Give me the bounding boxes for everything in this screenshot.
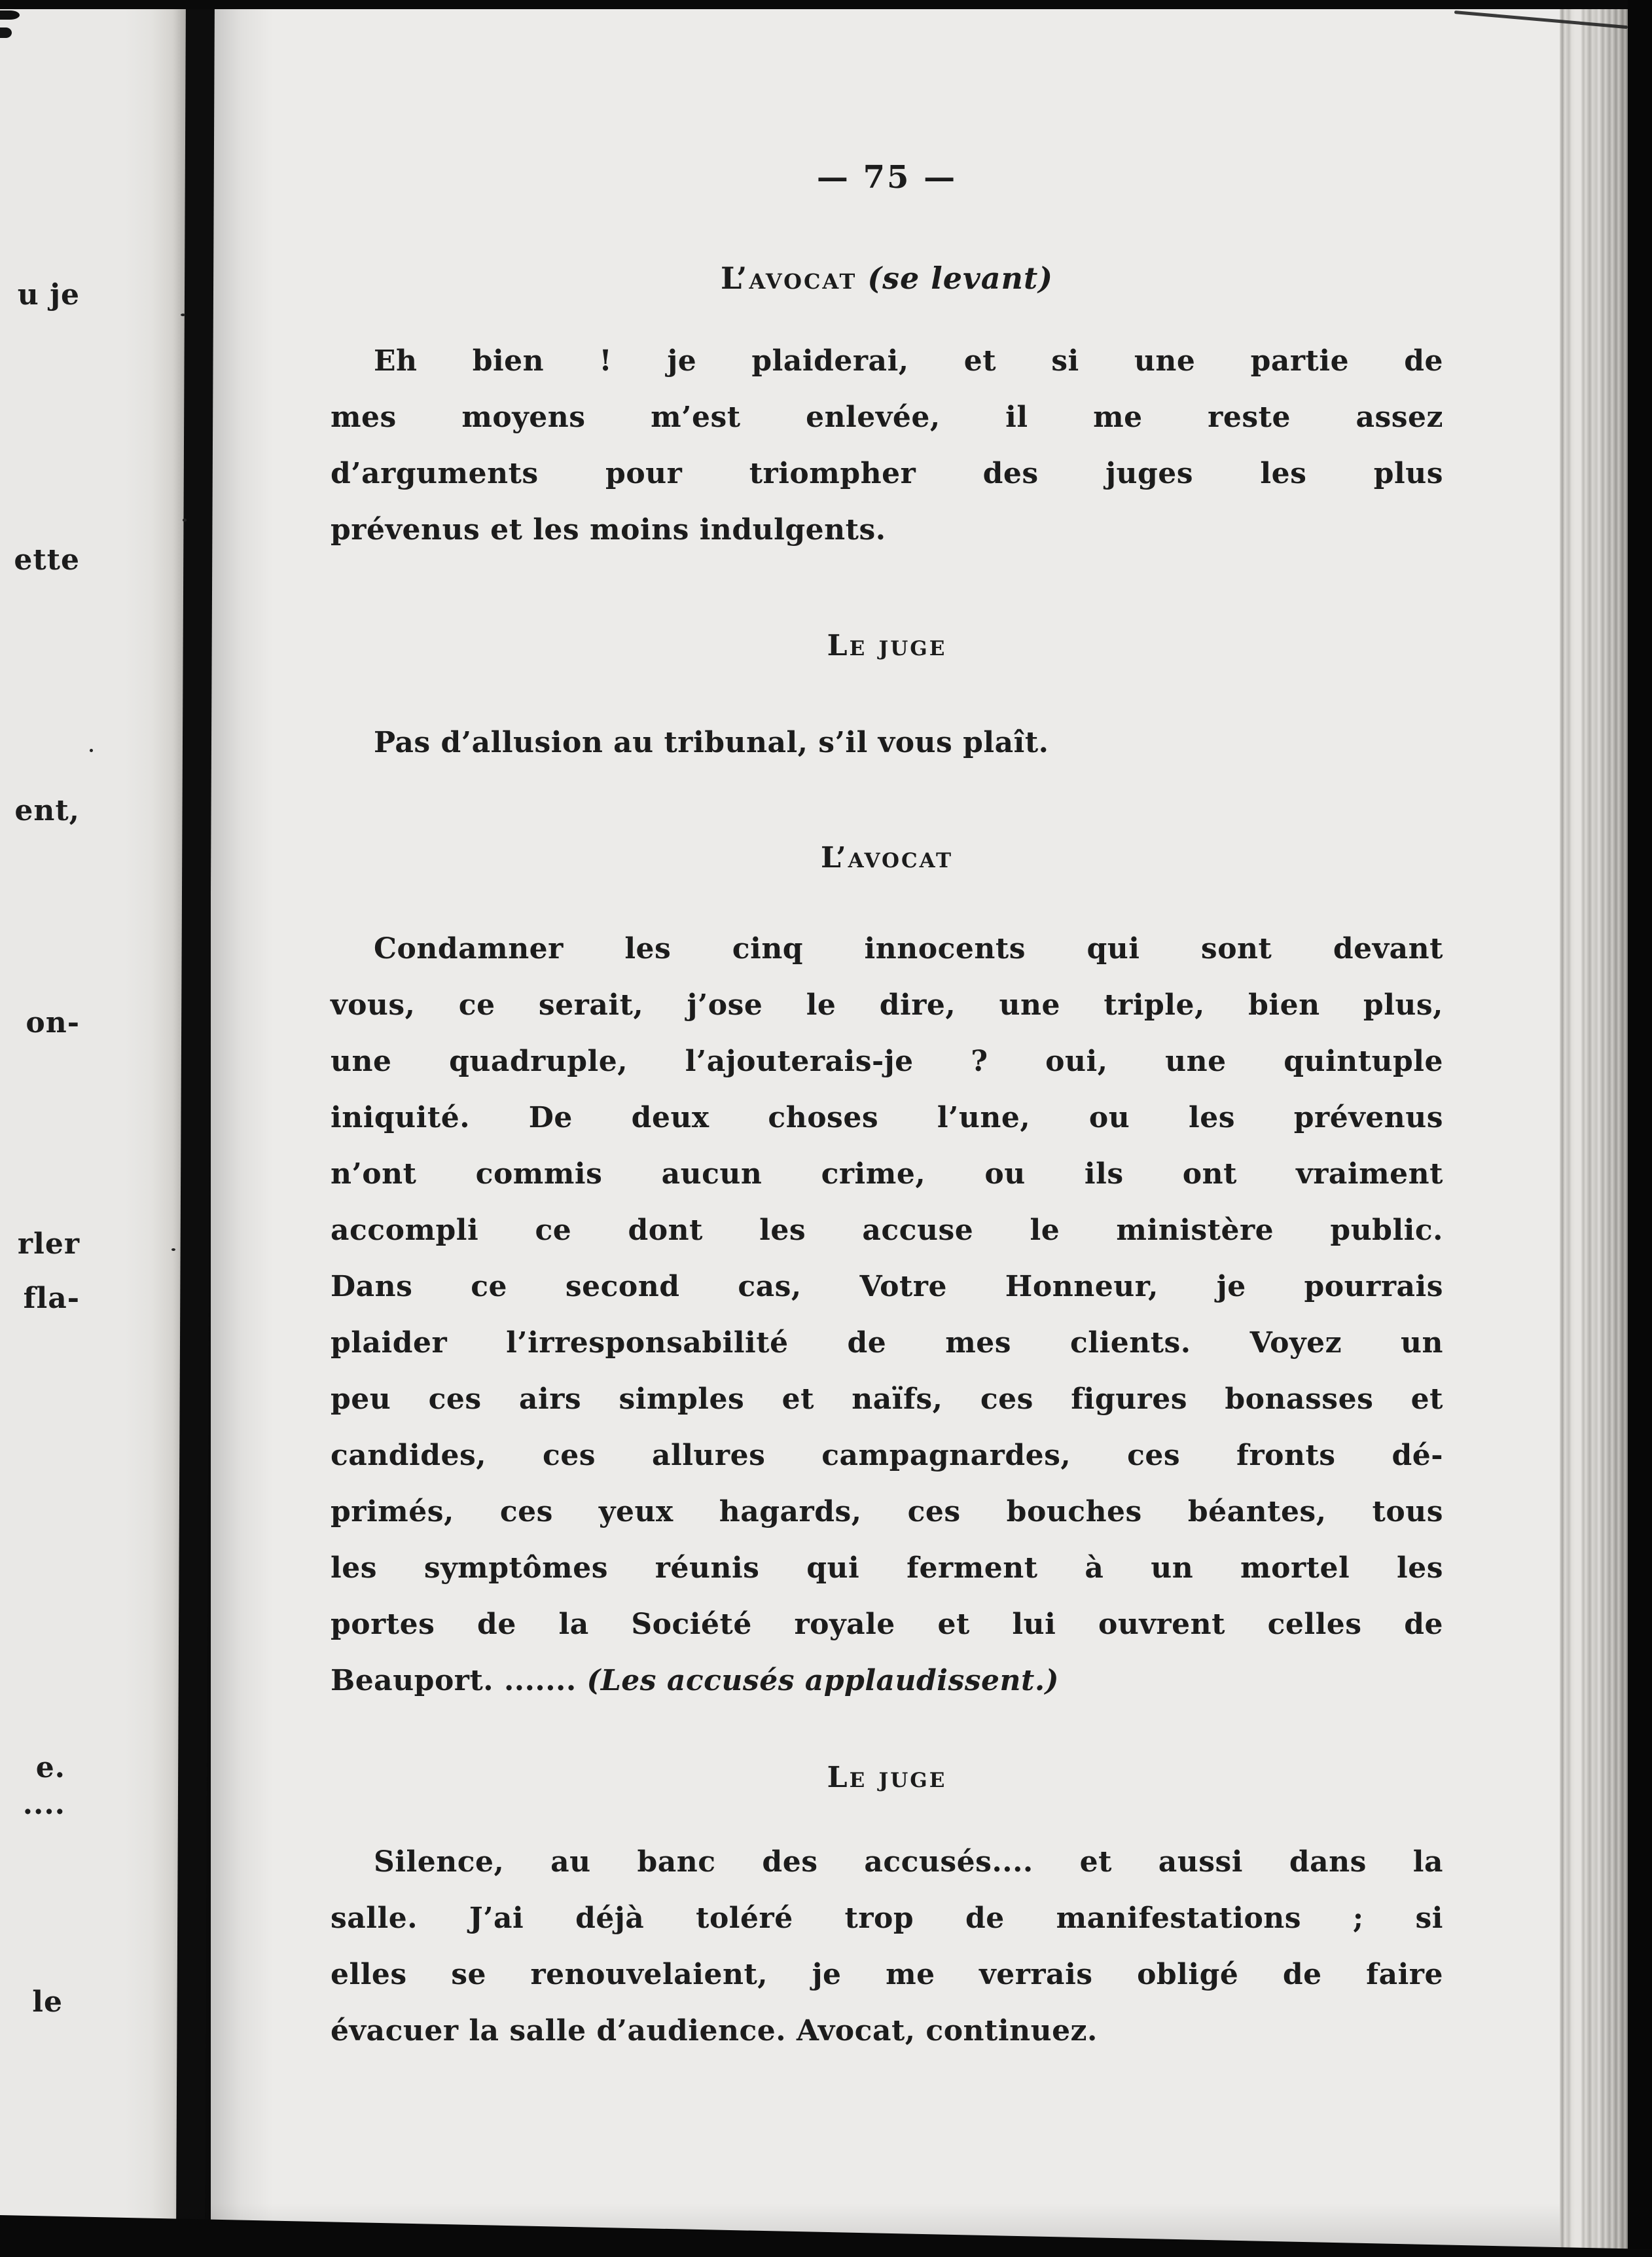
avocat-speech-1: [331, 333, 1443, 558]
text-line: Eh bien ! je plaiderai, et si une partie de: [374, 344, 1443, 378]
speaker-name: Le juge: [827, 1761, 947, 1794]
text-line: plaider l’irresponsabilité de mes clients. Voyez un: [331, 1326, 1443, 1360]
speaker-heading-juge-1: [331, 626, 1443, 666]
page-edge-mark: [0, 27, 12, 38]
left-page-text-fragment: e. ....: [22, 1751, 65, 1821]
text-line: candides, ces allures campagnardes, ces fronts dé-: [331, 1439, 1443, 1472]
speaker-name: Le juge: [827, 629, 947, 662]
left-page-text-fragment: le: [32, 1985, 63, 2019]
text-line: iniquité. De deux choses l’une, ou les prévenus: [331, 1101, 1443, 1134]
ink-speck: [183, 518, 187, 522]
text-line: Pas d’allusion au tribunal, s’il vous plaît.: [374, 726, 1049, 759]
text-line: accompli ce dont les accuse le ministère public.: [331, 1214, 1443, 1247]
stage-direction-inline: (Les accusés applaudissent.): [586, 1664, 1060, 1697]
left-page-text-fragment: on-: [26, 1006, 80, 1039]
text-line: salle. J’ai déjà toléré trop de manifestations ; si: [331, 1902, 1443, 1935]
ink-speck: [181, 314, 185, 316]
text-line: les symptômes réunis qui ferment à un mortel les: [331, 1551, 1443, 1585]
text-line: Condamner les cinq innocents qui sont devant: [374, 932, 1443, 966]
fore-edge-page-stack: [1560, 7, 1628, 2250]
text-line: une quadruple, l’ajouterais-je ? oui, une quintuple: [331, 1045, 1443, 1078]
scan-top-border: [0, 0, 1652, 9]
left-page-text-fragment: fla-: [23, 1282, 80, 1315]
avocat-speech-2: [331, 921, 1443, 1709]
page-edge-mark: [0, 10, 20, 20]
speaker-name: L’avocat: [720, 261, 857, 296]
juge-speech-1: [331, 715, 1443, 771]
text-line: portes de la Société royale et lui ouvrent celles de: [331, 1608, 1443, 1641]
text-line: évacuer la salle d’audience. Avocat, continuez.: [331, 2014, 1098, 2048]
stage-direction: (se levant): [867, 261, 1054, 296]
text-line: mes moyens m’est enlevée, il me reste assez: [331, 401, 1443, 434]
text-line: vous, ce serait, j’ose le dire, une triple, bien plus,: [331, 988, 1443, 1022]
left-page-text-fragment: ette: [14, 543, 80, 577]
text-roman: Beauport. .......: [331, 1664, 587, 1697]
text-line: d’arguments pour triompher des juges les plus: [331, 457, 1443, 490]
left-page-text-fragment: rler: [17, 1227, 80, 1261]
speaker-heading-avocat-levant: [331, 259, 1443, 298]
left-page-text-fragment: u je: [17, 278, 80, 312]
scan-right-border: [1628, 0, 1652, 2257]
ink-speck: [90, 749, 93, 752]
text-line: [331, 1653, 1443, 1709]
text-line: peu ces airs simples et naïfs, ces figures bonasses et: [331, 1382, 1443, 1416]
juge-speech-2: [331, 1834, 1443, 2059]
text-line: Silence, au banc des accusés.... et aussi dans la: [374, 1845, 1443, 1879]
left-page-text-fragment: ent,: [14, 794, 80, 827]
text-line: primés, ces yeux hagards, ces bouches béantes, tous: [331, 1495, 1443, 1528]
speaker-heading-juge-2: [331, 1758, 1443, 1797]
speaker-heading-avocat-2: [331, 839, 1443, 878]
text-line: prévenus et les moins indulgents.: [331, 513, 886, 547]
text-line: elles se renouvelaient, je me verrais obligé de faire: [331, 1958, 1443, 1991]
speaker-name: L’avocat: [820, 841, 954, 875]
text-line: Dans ce second cas, Votre Honneur, je pourrais: [331, 1270, 1443, 1303]
page-number: — 75 —: [816, 159, 958, 196]
left-page-edge: [0, 7, 192, 2219]
ink-speck: [171, 1248, 175, 1251]
text-line: n’ont commis aucun crime, ou ils ont vraiment: [331, 1157, 1443, 1191]
